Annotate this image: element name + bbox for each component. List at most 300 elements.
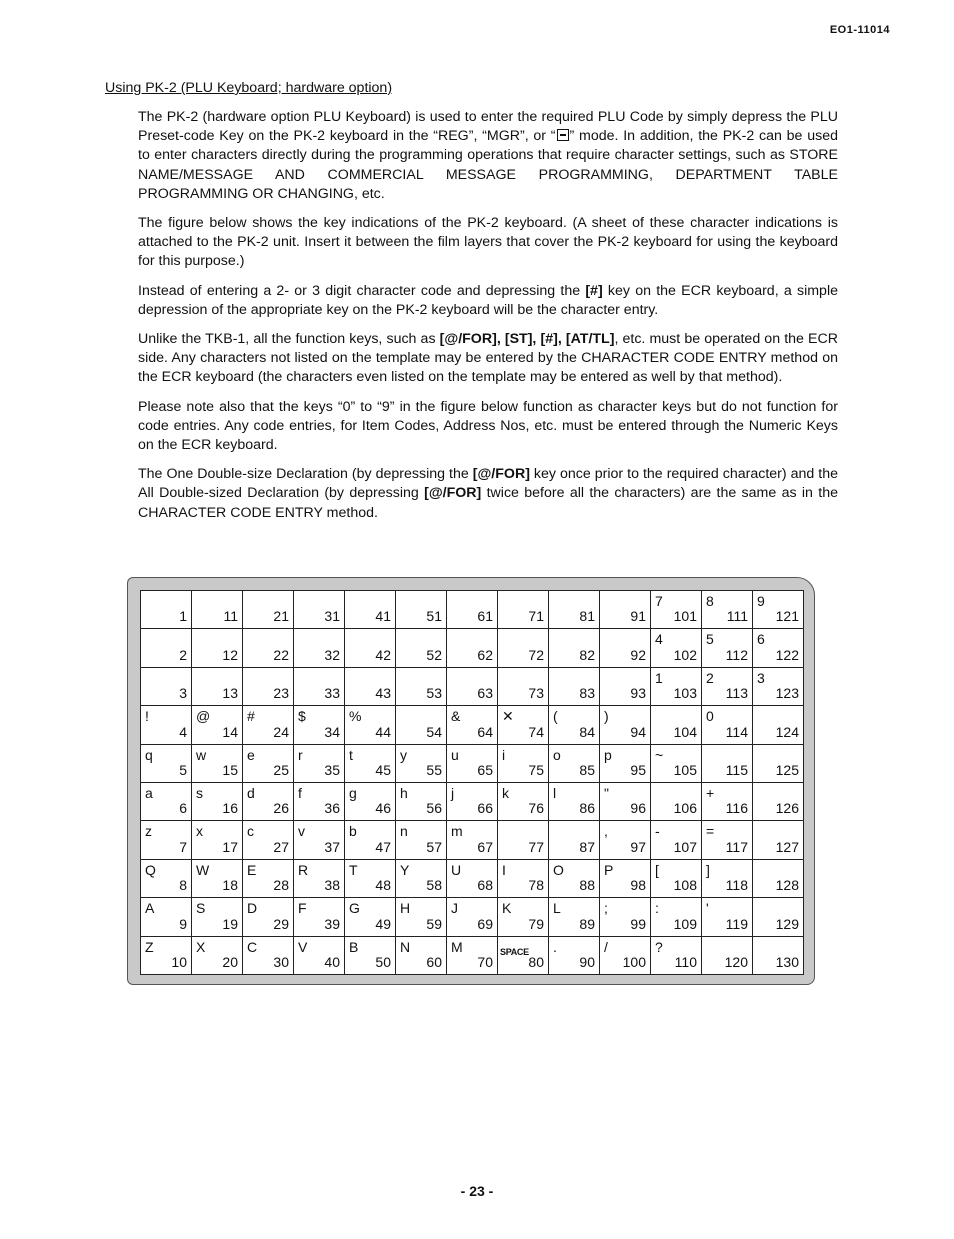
function-keys: [@/FOR], [ST], [#], [AT/TL] [439,331,615,348]
keyboard-key [396,782,447,820]
key-code: 16 [222,800,238,817]
keyboard-key [753,859,804,897]
key-character: p [604,746,612,763]
key-character: r [298,746,303,763]
keyboard-key [294,667,345,705]
key-code: 101 [673,608,697,625]
keyboard-key [447,667,498,705]
keyboard-key [396,706,447,744]
keyboard-key [702,936,753,974]
keyboard-row [141,821,804,859]
paragraph-4-text-b: , etc. must be operated on the ECR side. Any characters not listed on the template may be entered by the CHARACTER CODE ENTRY method on the ECR keyboard (the characters even listed on the template may be entered as well by that method). [138,331,838,386]
keyboard-key [447,821,498,859]
paragraph-1-text-a: The PK-2 (hardware option PLU Keyboard) is used to enter the required PLU Code by simply depress the PLU Preset-code Key on the PK-2 keyboard in the “REG”, “MGR”, or “ [138,109,838,145]
keyboard-row [141,591,804,629]
keyboard-key [345,821,396,859]
keyboard-key [651,782,702,820]
key-character: a [145,784,153,801]
keyboard-key [192,898,243,936]
key-code: 4 [179,723,187,740]
keyboard-key [141,744,192,782]
key-character: ! [145,708,149,725]
key-character: ' [706,900,709,917]
key-code: 98 [630,877,646,894]
key-code: 71 [528,608,544,625]
key-code: 92 [630,646,646,663]
keyboard-key [396,821,447,859]
key-code: 97 [630,838,646,855]
keyboard-key [192,629,243,667]
key-character: E [247,861,257,878]
key-character: y [400,746,407,763]
key-character: & [451,708,461,725]
key-code: 40 [324,953,340,970]
keyboard-row [141,936,804,974]
keyboard-key [396,898,447,936]
key-character: R [298,861,309,878]
key-code: 68 [477,877,493,894]
keyboard-key [243,744,294,782]
key-code: 78 [528,877,544,894]
keyboard-key [192,744,243,782]
key-character: w [196,746,207,763]
keyboard-key [600,591,651,629]
key-code: 115 [725,761,748,778]
keyboard-key [702,782,753,820]
paragraph-4 [138,330,838,388]
key-character: D [247,900,258,917]
keyboard-key [600,629,651,667]
key-character: ] [706,861,710,878]
key-character: A [145,900,155,917]
keyboard-key [243,859,294,897]
key-code: 107 [673,838,697,855]
key-code: 126 [775,800,799,817]
key-code: 18 [222,877,238,894]
keyboard-key [447,629,498,667]
key-character: e [247,746,255,763]
keyboard-key [651,629,702,667]
keyboard-key [447,591,498,629]
key-code: 93 [630,685,646,702]
key-code: 20 [222,953,238,970]
key-code: 39 [324,915,340,932]
key-character: 9 [757,593,765,609]
page-number: - 23 - [460,1183,494,1199]
keyboard-key [141,667,192,705]
keyboard-key [396,936,447,974]
key-for-1: [@/FOR] [472,466,530,483]
key-code: 76 [528,800,544,817]
key-code: 30 [273,953,289,970]
keyboard-key [498,706,549,744]
document-id: EO1-11014 [829,24,890,36]
key-character: SPACE [500,946,529,957]
key-code: 43 [375,685,391,702]
key-code: 53 [426,685,442,702]
keyboard-key [243,706,294,744]
paragraph-6 [138,465,838,523]
keyboard-key [702,859,753,897]
key-character: L [553,900,561,917]
key-code: 9 [179,915,187,932]
key-code: 1 [179,608,187,625]
key-character: ) [604,708,609,725]
keyboard-key [753,782,804,820]
key-code: 127 [775,838,799,855]
key-code: 110 [674,953,697,970]
key-code: 105 [673,761,697,778]
keyboard-key [192,936,243,974]
keyboard-key [549,859,600,897]
key-character: 3 [757,669,765,686]
keyboard-key [345,936,396,974]
key-code: 63 [477,685,493,702]
keyboard-key [345,629,396,667]
key-code: 119 [725,915,748,932]
key-code: 24 [273,723,289,740]
keyboard-key [345,782,396,820]
keyboard-key [243,898,294,936]
keyboard-key [141,706,192,744]
key-code: 27 [273,838,289,855]
key-for-2: [@/FOR] [424,485,482,502]
key-code: 22 [273,646,289,663]
key-code: 31 [324,608,340,625]
key-character: ; [604,900,608,917]
key-character: l [553,784,557,801]
key-code: 86 [579,800,595,817]
keyboard-key [447,859,498,897]
key-character: ? [655,938,663,955]
key-character: $ [298,708,306,725]
key-code: 75 [528,761,544,778]
key-character: M [451,938,463,955]
keyboard-row [141,898,804,936]
key-character: b [349,823,357,840]
keyboard-key [294,821,345,859]
keyboard-row [141,859,804,897]
paragraph-3 [138,282,838,320]
key-code: 15 [222,761,238,778]
keyboard-row [141,667,804,705]
key-code: 51 [426,608,442,625]
key-code: 8 [179,877,187,894]
key-character: O [553,861,564,878]
key-code: 88 [579,877,595,894]
key-code: 62 [477,646,493,663]
keyboard-key [498,859,549,897]
keyboard-key [651,667,702,705]
key-character: 8 [706,593,714,609]
key-code: 87 [579,838,595,855]
key-character: / [604,938,608,955]
paragraph-1 [138,108,838,204]
key-code: 17 [222,838,238,855]
key-code: 79 [528,915,544,932]
key-character: H [400,900,411,917]
key-character: 5 [706,631,714,648]
key-code: 34 [324,723,340,740]
key-character: 4 [655,631,663,648]
keyboard-key [345,898,396,936]
keyboard-key [549,898,600,936]
keyboard-key [396,591,447,629]
keyboard-key [243,936,294,974]
keyboard-key [294,629,345,667]
keyboard-key [498,744,549,782]
key-code: 121 [775,608,799,625]
body-text [138,108,838,533]
key-code: 67 [477,838,493,855]
keyboard-key [651,859,702,897]
key-character: v [298,823,305,840]
keyboard-key [702,821,753,859]
keyboard-key [243,667,294,705]
keyboard-key [294,744,345,782]
keyboard-key [549,936,600,974]
keyboard-key [600,744,651,782]
keyboard-key [294,782,345,820]
key-character: % [349,708,362,725]
key-character: u [451,746,459,763]
key-character: W [196,861,210,878]
key-character: T [349,861,358,878]
keyboard-key [294,859,345,897]
keyboard-key [549,629,600,667]
key-code: 114 [725,723,748,740]
key-character: B [349,938,359,955]
key-character: i [502,746,506,763]
key-character: N [400,938,411,955]
key-code: 69 [477,915,493,932]
key-code: 96 [630,800,646,817]
key-character: d [247,784,255,801]
key-code: 61 [477,608,493,625]
paragraph-5: Please note also that the keys “0” to “9” in the figure below function as character keys but do not function for code entries. Any code entries, for Item Codes, Address Nos, etc. must be entered through the Numeric Keys on the ECR keyboard. [138,398,838,454]
key-code: 91 [630,608,646,625]
key-code: 128 [775,877,799,894]
key-code: 21 [273,608,289,625]
keyboard-key [192,706,243,744]
keyboard-key [192,821,243,859]
paragraph-3-text-a: Instead of entering a 2- or 3 digit character code and depressing the [138,282,586,299]
key-hash: [#] [585,282,603,299]
keyboard-key [600,667,651,705]
key-character: ( [553,708,558,725]
key-code: 113 [725,685,748,702]
key-code: 56 [426,800,442,817]
key-code: 77 [528,838,544,855]
keyboard-key [600,936,651,974]
key-code: 44 [375,723,391,740]
key-code: 104 [673,723,697,740]
paragraph-6-text-c: twice before all the characters) are the same as in the CHARACTER CODE ENTRY method. [138,485,838,521]
keyboard-key [702,898,753,936]
key-code: 130 [775,953,799,970]
key-character: = [706,823,715,840]
paragraph-3-text-b: key on the ECR keyboard, a simple depression of the appropriate key on the PK-2 keyboard will be the character entry. [138,282,838,318]
keyboard-key [345,591,396,629]
keyboard-key [141,591,192,629]
key-code: 23 [273,685,289,702]
keyboard-key [243,821,294,859]
key-code: 13 [222,685,238,702]
key-character: X [196,938,206,955]
key-character: k [502,784,509,801]
key-code: 123 [775,685,799,702]
key-character: # [247,708,255,725]
keyboard-key [753,667,804,705]
paragraph-6-text-b: key once prior to the required character) and the All Double-sized Declaration (by depressing [138,466,838,502]
key-code: 124 [775,723,799,740]
key-code: 12 [222,646,238,663]
keyboard-key [498,898,549,936]
key-code: 32 [324,646,340,663]
keyboard-key [498,821,549,859]
key-code: 116 [725,800,748,817]
key-code: 90 [579,953,595,970]
key-code: 54 [426,723,442,740]
keyboard-key [702,706,753,744]
key-code: 59 [426,915,442,932]
key-code: 26 [273,800,289,817]
keyboard-key [651,591,702,629]
keyboard-key [498,667,549,705]
key-character: - [655,823,660,840]
key-character: Y [400,861,410,878]
keyboard-key [447,744,498,782]
keyboard-key [345,706,396,744]
keyboard-key [651,936,702,974]
paragraph-4-text-a: Unlike the TKB-1, all the function keys, such as [138,331,440,348]
keyboard-row [141,706,804,744]
key-character: ✕ [502,708,514,725]
key-code: 125 [775,761,799,778]
keyboard-key [651,821,702,859]
key-character: f [298,784,302,801]
keyboard-key [141,782,192,820]
key-code: 84 [579,723,595,740]
keyboard-key [651,744,702,782]
keyboard-key [600,859,651,897]
keyboard-key [753,706,804,744]
key-character: [ [655,861,659,878]
key-code: 129 [775,915,799,932]
key-character: m [451,823,463,840]
key-character: K [502,900,512,917]
key-character: o [553,746,561,763]
key-character: P [604,861,614,878]
key-code: 82 [579,646,595,663]
key-code: 7 [179,838,187,855]
key-code: 109 [673,915,697,932]
key-code: 14 [222,723,238,740]
keyboard-key [294,706,345,744]
keyboard-key [192,591,243,629]
keyboard-key [753,744,804,782]
key-code: 99 [630,915,646,932]
key-code: 64 [477,723,493,740]
keyboard-key [753,821,804,859]
key-code: 66 [477,800,493,817]
keyboard-key [753,591,804,629]
key-character: I [502,861,506,878]
keyboard-key [549,782,600,820]
paragraph-2: The figure below shows the key indications of the PK-2 keyboard. (A sheet of these character indications is attached to the PK-2 unit. Insert it between the film layers that cover the PK-2 keyboard for using the keyboard for this purpose.) [138,215,838,270]
key-code: 5 [179,761,187,778]
keyboard-key [294,591,345,629]
key-code: 38 [324,877,340,894]
keyboard-key [141,898,192,936]
key-code: 29 [273,915,289,932]
key-character: s [196,784,203,801]
keyboard-key [702,744,753,782]
key-character: F [298,900,307,917]
key-character: Z [145,938,154,955]
keyboard-key [600,706,651,744]
key-code: 3 [179,685,187,702]
key-code: 11 [223,608,238,625]
key-character: U [451,861,462,878]
key-code: 73 [528,685,544,702]
key-code: 50 [375,953,391,970]
key-character: n [400,823,408,840]
key-character: J [451,900,458,917]
key-code: 48 [375,877,391,894]
paragraph-1-text-b: ” mode. In addition, the PK-2 can be used to enter characters directly during the programming operations that require character settings, such as STORE NAME/MESSAGE AND COMMERCIAL MESSAGE PROGRAMMING, DEPARTMENT TABLE PROGRAMMING OR CHANGING, etc. [138,128,838,202]
paragraph-6-text-a: The One Double-size Declaration (by depressing the [138,466,473,483]
key-code: 60 [426,953,442,970]
key-character: t [349,746,353,763]
key-code: 100 [622,953,646,970]
key-code: 25 [273,761,289,778]
key-code: 57 [426,838,442,855]
key-code: 45 [375,761,391,778]
key-code: 118 [725,877,748,894]
keyboard-key [600,898,651,936]
keyboard-key [498,591,549,629]
key-code: 52 [426,646,442,663]
key-code: 70 [477,953,493,970]
keyboard-key [345,667,396,705]
key-code: 58 [426,877,442,894]
key-character: 6 [757,631,765,648]
keyboard-key [600,782,651,820]
key-code: 94 [630,723,646,740]
keyboard-key [447,936,498,974]
pk2-keyboard-grid [140,590,804,975]
key-character: c [247,823,254,840]
key-code: 72 [528,646,544,663]
keyboard-key [498,629,549,667]
key-code: 81 [579,608,595,625]
key-character: C [247,938,258,955]
keyboard-key [243,629,294,667]
keyboard-key [243,591,294,629]
key-character: j [451,784,455,801]
keyboard-key [141,936,192,974]
key-character: S [196,900,206,917]
key-code: 2 [179,646,187,663]
key-code: 42 [375,646,391,663]
keyboard-key [447,898,498,936]
keyboard-key [651,706,702,744]
keyboard-key [651,898,702,936]
key-code: 83 [579,685,595,702]
keyboard-row [141,782,804,820]
key-character: , [604,823,608,840]
